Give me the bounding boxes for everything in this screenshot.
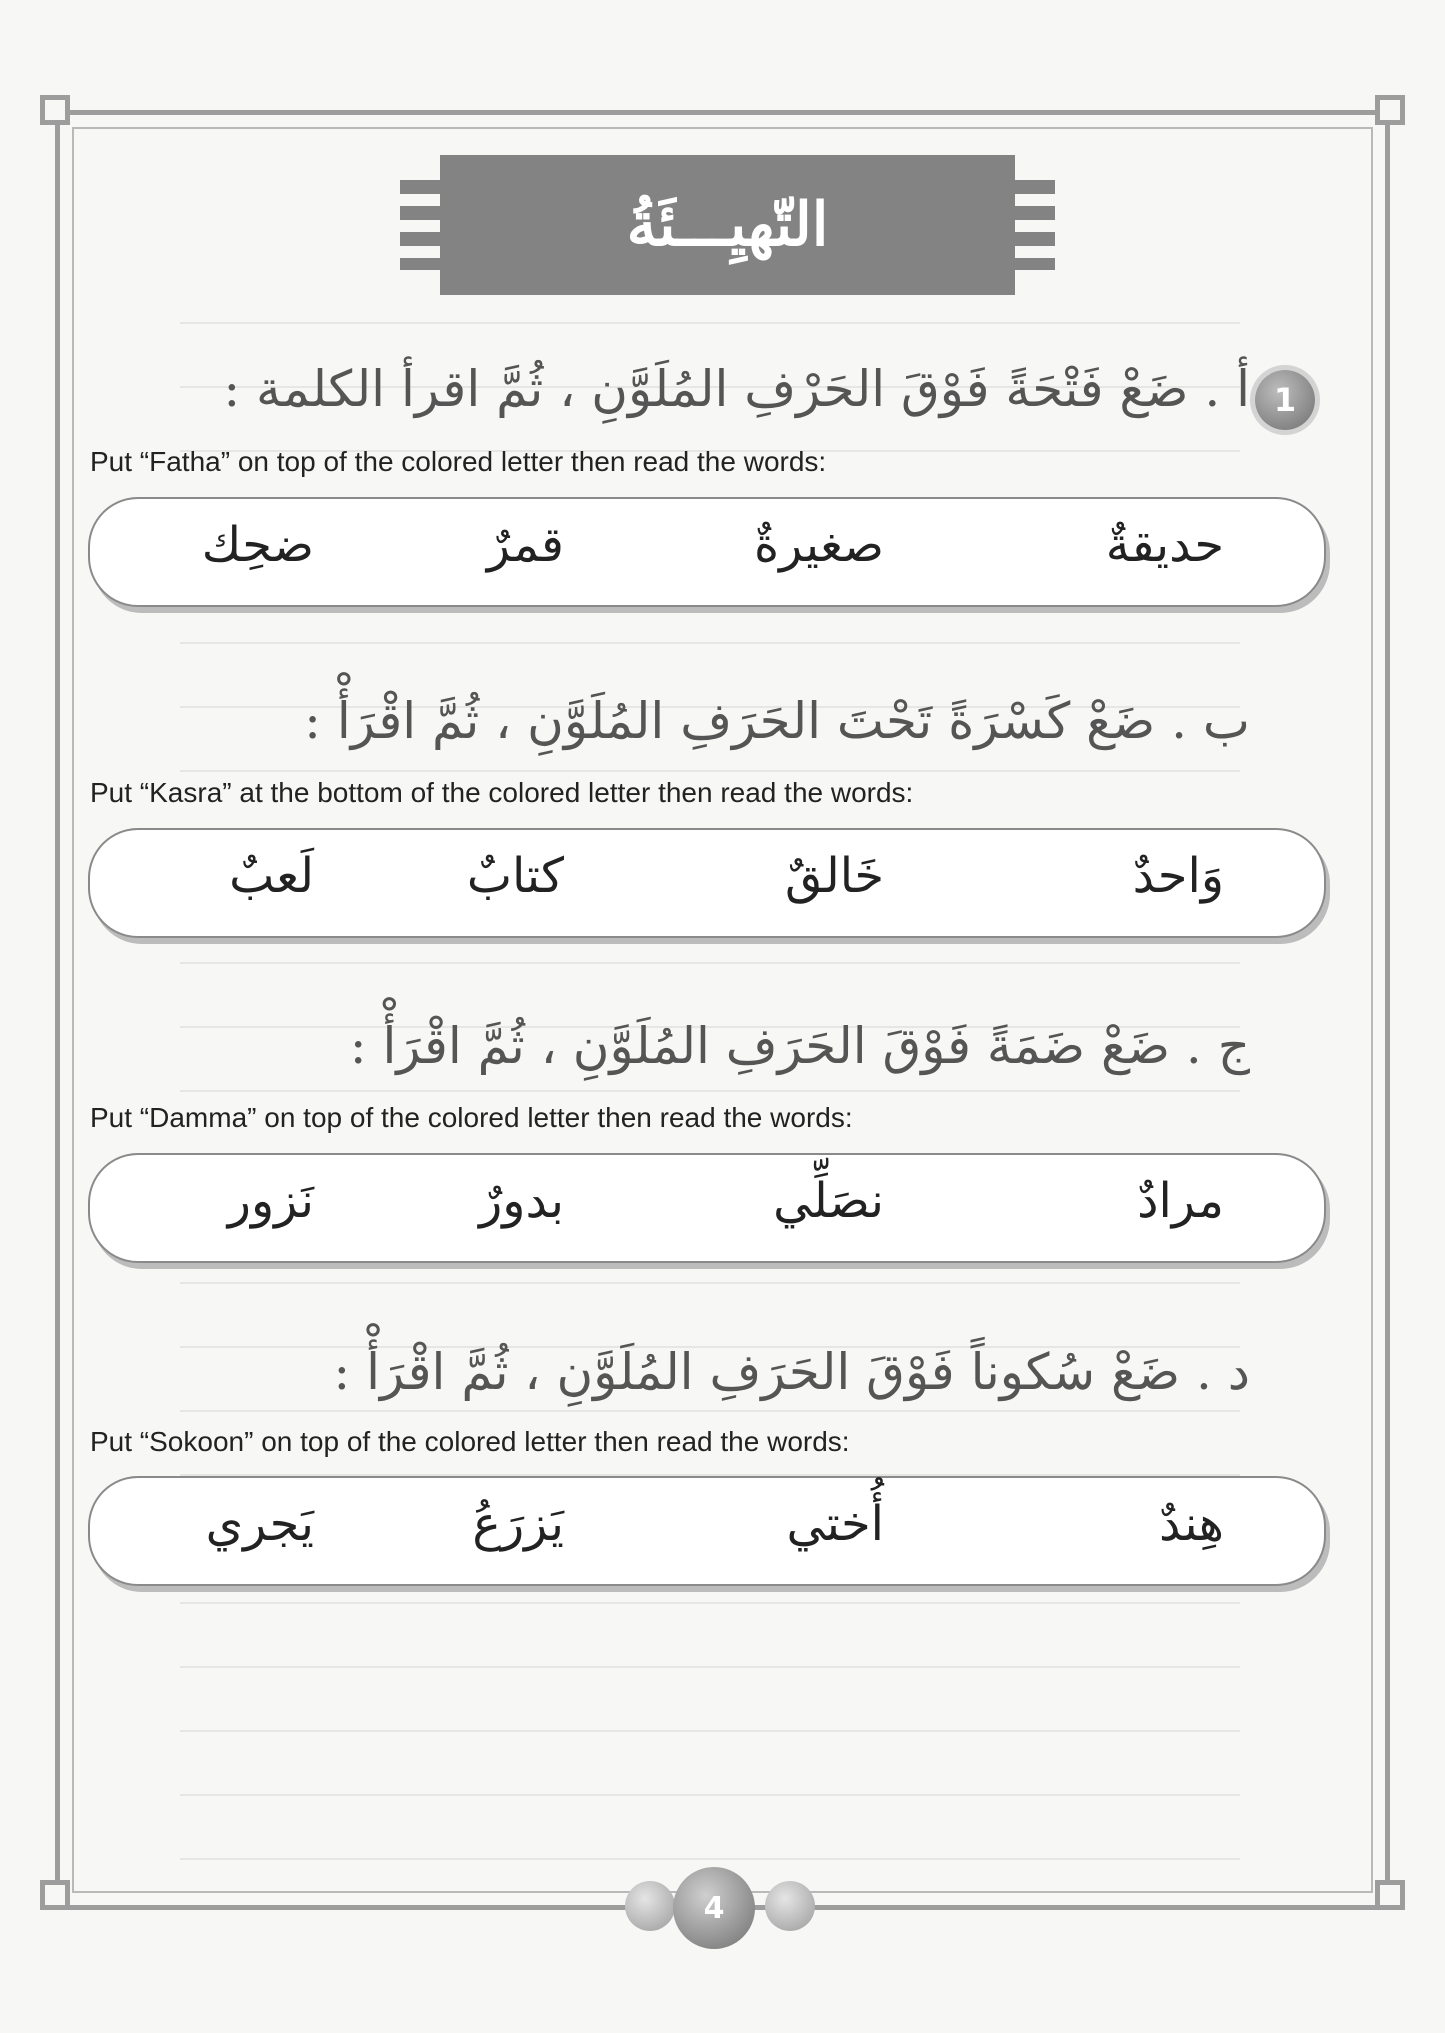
page-number: 4	[673, 1867, 755, 1949]
instruction-english: Put “Damma” on top of the colored letter then read the words:	[90, 1102, 853, 1133]
instruction-english: Put “Sokoon” on top of the colored letter then read the words:	[90, 1426, 850, 1457]
frame-corner-ornament	[40, 1880, 70, 1910]
page-number-ornament	[625, 1867, 815, 1947]
instruction-english: Put “Fatha” on top of the colored letter then read the words:	[90, 446, 827, 477]
word: ضحِك	[201, 517, 314, 573]
instruction-arabic: د . ضَعْ سُكوناً فَوْقَ الحَرَفِ المُلَوَّنِ ، ثُمَّ اقْرَأْ :	[333, 1343, 1250, 1401]
word: صغيرةٌ	[753, 517, 884, 573]
word-box	[88, 1153, 1326, 1263]
word: نَزور	[227, 1173, 314, 1229]
instruction-english: Put “Kasra” at the bottom of the colored letter then read the words:	[90, 777, 914, 808]
word: كتابٌ	[466, 848, 564, 904]
word: مرادٌ	[1137, 1173, 1224, 1229]
instruction-arabic: أ . ضَعْ فَتْحَةً فَوْقَ الحَرْفِ المُلَوَّنِ ، ثُمَّ اقرأ الكلمة :	[223, 360, 1250, 418]
word-box	[88, 497, 1326, 607]
bottom-rule-right	[815, 1905, 1350, 1909]
word: يَجري	[205, 1496, 314, 1552]
word-box	[88, 1476, 1326, 1586]
frame-corner-ornament	[1375, 1880, 1405, 1910]
word: خَالقٌ	[785, 848, 884, 904]
word: هِندٌ	[1159, 1496, 1224, 1552]
frame-corner-ornament	[40, 95, 70, 125]
instruction-arabic: ب . ضَعْ كَسْرَةً تَحْتَ الحَرَفِ المُلَوَّنِ ، ثُمَّ اقْرَأْ :	[304, 692, 1250, 750]
word-box	[88, 828, 1326, 938]
word: وَاحدٌ	[1132, 848, 1224, 904]
word: أُختي	[786, 1496, 884, 1552]
instruction-arabic: ج . ضَعْ ضَمَةً فَوْقَ الحَرَفِ المُلَوَّنِ ، ثُمَّ اقْرَأْ :	[349, 1017, 1250, 1075]
title-banner	[440, 155, 1015, 295]
ornament-disc	[765, 1881, 815, 1931]
ornament-disc	[625, 1881, 675, 1931]
word: بدورٌ	[479, 1173, 564, 1229]
word: نصَلِّي	[773, 1173, 884, 1229]
bottom-rule-left	[95, 1905, 625, 1909]
frame-corner-ornament	[1375, 95, 1405, 125]
word: قمرٌ	[486, 517, 564, 573]
word: حديقةٌ	[1105, 517, 1224, 573]
word: لَعبٌ	[229, 848, 314, 904]
page-title: التّهيِـــئَةُ	[626, 190, 829, 260]
exercise-number-badge: 1	[1255, 370, 1315, 430]
word: يَزرَعُ	[472, 1496, 564, 1552]
